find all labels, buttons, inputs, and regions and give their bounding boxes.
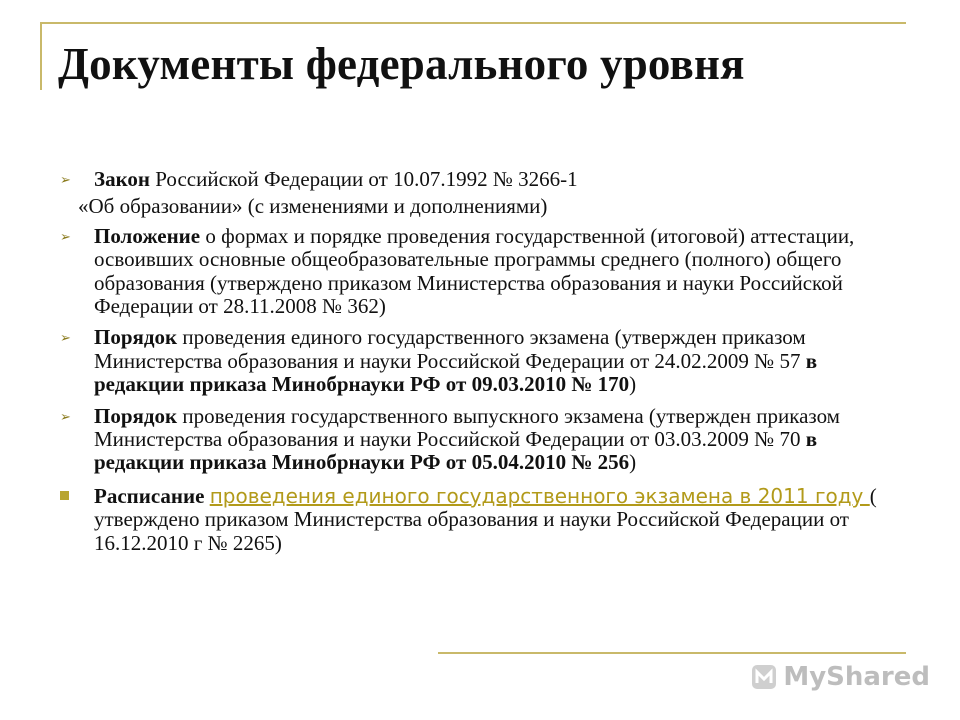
arrow-bullet-icon: ➢ — [60, 229, 71, 245]
frame-left-line — [40, 22, 42, 90]
item-text-end: ) — [629, 372, 637, 397]
item-bold-amendment: в редакции приказа Минобрнауки РФ от 05.04.2010 № 256 — [94, 427, 818, 475]
arrow-bullet-icon: ➢ — [60, 173, 71, 188]
item-text: проведения государственного выпускного экзамена (утвержден приказом Министерства образования и науки Российской Федерации от 03.03.2009 № 70 — [94, 403, 840, 452]
frame-bottom-line — [438, 652, 906, 654]
frame-top-line — [40, 22, 906, 24]
item-continuation: «Об образовании» (с изменениями и дополнениями) — [78, 194, 548, 219]
myshared-logo-icon — [751, 664, 777, 690]
item-text: о формах и порядке проведения государственной (итоговой) аттестации, освоивших основные общеобразовательные программы среднего (полного) общего образования (утверждено приказом Министерства образования и науки Российской Федерации от 28.11.2008 № 362) — [94, 223, 855, 319]
watermark — [751, 662, 930, 692]
item-bold-label: Положение — [94, 223, 201, 248]
item-bold-label: Закон — [94, 167, 151, 191]
watermark-text: MyShared — [783, 662, 930, 692]
arrow-bullet-icon: ➢ — [60, 331, 71, 347]
item-bold-label: Расписание — [94, 483, 205, 508]
item-text: ( утверждено приказом Министерства образования и науки Российской Федерации от 16.12.2010 г № 2265) — [94, 483, 877, 555]
list-item-ege-procedure — [60, 326, 900, 396]
schedule-link[interactable]: проведения единого государственного экзамена в 2011 году — [209, 483, 870, 508]
arrow-bullet-icon: ➢ — [60, 409, 71, 425]
item-bold-label: Порядок — [94, 325, 178, 350]
item-text: проведения единого государственного экзамена (утвержден приказом Министерства образования и науки Российской Федерации от 24.02.2009 № 57 — [94, 325, 806, 373]
page-title: Документы федерального уровня — [58, 39, 745, 89]
list-item-schedule — [60, 485, 900, 555]
list-item-regulation — [60, 225, 900, 319]
item-bold-label: Порядок — [94, 403, 178, 428]
item-text-end: ) — [629, 450, 637, 475]
list-item-gve-procedure — [60, 405, 900, 475]
item-bold-amendment: в редакции приказа Минобрнауки РФ от 09.03.2010 № 170 — [94, 348, 818, 397]
item-text: Российской Федерации от 10.07.1992 № 3266-1 — [150, 167, 578, 191]
list-item-law — [60, 168, 900, 191]
square-bullet-icon — [60, 491, 69, 500]
document-list — [60, 168, 900, 563]
